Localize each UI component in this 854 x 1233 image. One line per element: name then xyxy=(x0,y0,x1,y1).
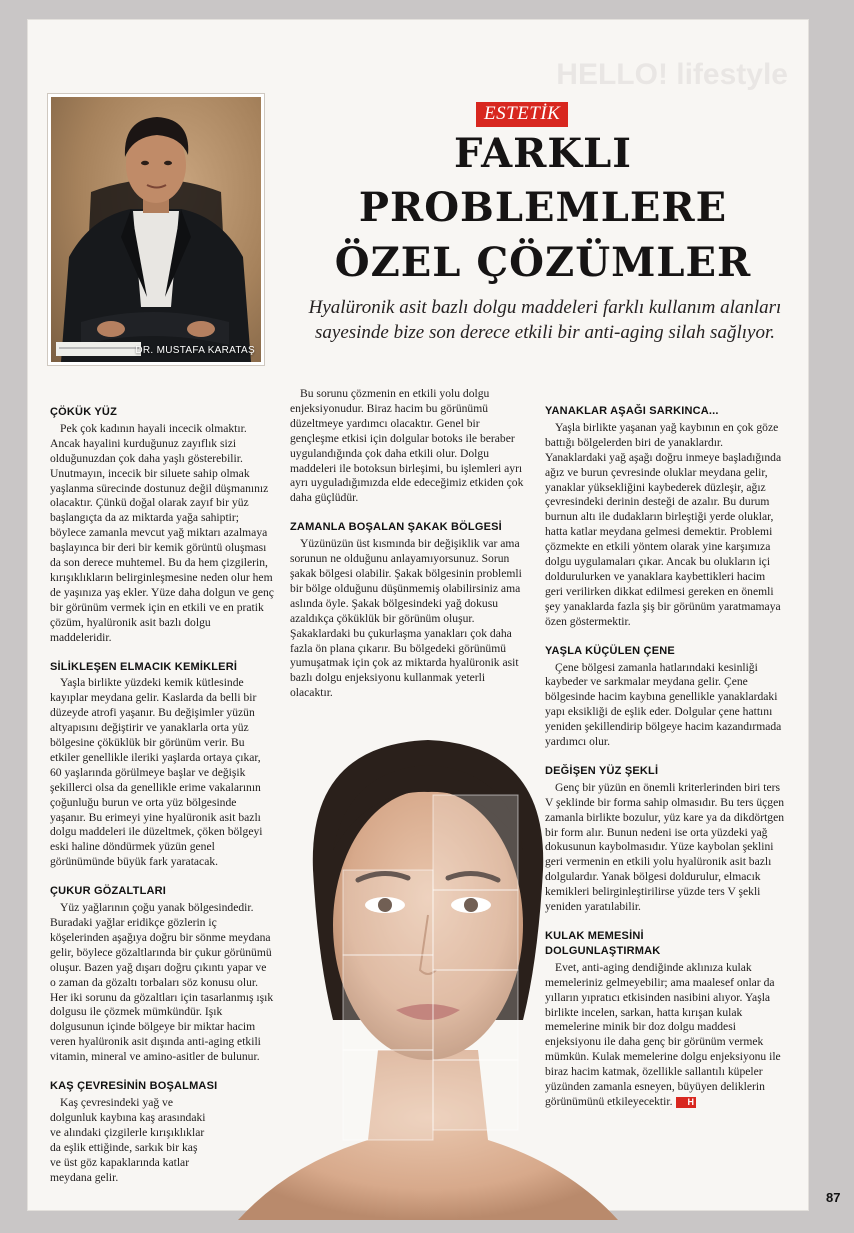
section-heading-yuz-sekli: DEĞİŞEN YÜZ ŞEKLİ xyxy=(545,764,659,777)
section-heading-cokuk-yuz: ÇÖKÜK YÜZ xyxy=(50,406,117,418)
headline-line-3: ÖZEL ÇÖZÜMLER xyxy=(334,239,752,286)
section-heading-cukur-goz: ÇUKUR GÖZALTLARI xyxy=(50,885,167,898)
headline-line-2: PROBLEMLERE xyxy=(358,184,728,231)
section-text-cene: Çene bölgesi zamanla hatlarındaki kesinliği kaybeder ve sarkmalar meydana gelir. Çene bölgesinde hacim kaybına genellikle yanaklardaki yapı eksikliği de eşlik eder. Dolgular çene hattını yeniden şekillendirip bölgeye hacim kazandırmada yardımcı olur. xyxy=(545,660,782,749)
section-heading-kulak-1: KULAK MEMESİNİ xyxy=(545,930,644,942)
category-badge: ESTETİK xyxy=(476,102,568,127)
magazine-page xyxy=(28,20,841,1210)
section-text-sakak: Yüzünüzün üst kısmında bir değişiklik var ama sorunun ne olduğunu anlayamıyorsunuz. Sorun şakak bölgesi olabilir. Şakak bölgesinin problemli bir bölge olduğunu düşünmemiş olabilirsiniz ama aslında öyle. Şakak bölgesindeki yağ dokusu azaldıkça çöküklük bir görünüm oluşur. Şakaklardaki bu çukurlaşma yanakları çok daha fazla ön plana çıkarır. Bu bölgedeki görünümü yumuşatmak için çok az miktarda hyalüronik asit bazlı dolgu enjeksiyonu kullanmak yeterli olacaktır. xyxy=(290,537,522,700)
section-text-kas: Kaş çevresindeki yağ ve dolgunluk kaybına kaş arasındaki ve alındaki çizgilerle kırışıklıklar da eşlik ettiğinde, sarkık bir kaş ve üst göz kapaklarında katlar meydana gelir. xyxy=(50,1095,206,1184)
section-text-cukur-goz: Yüz yağlarının çoğu yanak bölgesindedir. Buradaki yağlar eridikçe gözlerin iç köşelerinden aşağıya doğru bir sönme meydana gelir, böylece gözaltlarında bir çukur görünümü oluşur. Bazen yağ dışarı doğru çıkıntı yapar ve o zaman da gözaltı torbaları söz konusu olur. Her iki sorunu da gözaltları için tasarlanmış ışık dolgusu ile çözmek mümkündür. Işık dolgusunun içinde bölgeye bir miktar hacim veren hyalüronik asit dışında anti-aging etkili vitamin, mineral ve amino-asitler de bulunur. xyxy=(50,901,274,1064)
face-illustration xyxy=(238,720,618,1220)
headline-line-1: FARKLI xyxy=(454,130,632,177)
doctor-portrait-illustration xyxy=(51,97,261,362)
end-mark-icon: H xyxy=(676,1097,697,1108)
subheadline: Hyalüronik asit bazlı dolgu maddeleri farklı kullanım alanları sayesinde bize son derece etkili bir anti-aging silah sağlıyor. xyxy=(308,297,782,343)
section-heading-yanaklar: YANAKLAR AŞAĞI SARKINCA... xyxy=(545,405,719,417)
portrait-caption: DR. MUSTAFA KARATAŞ xyxy=(135,345,255,356)
face-illustration-svg xyxy=(238,720,618,1220)
doctor-portrait xyxy=(48,94,264,365)
ghost-brand-bleedthrough: HELLO! lifestyle xyxy=(556,58,788,91)
section-text-col2-intro: Bu sorunu çözmenin en etkili yolu dolgu enjeksiyonudur. Biraz hacim bu görünümü düzeltmeye yardımcı olacaktır. Genel bir gençleşme etkisi için dolgular botoks ile beraber uygulandığında çok daha etkili olur. Dolgu maddeleri ile botoksun birleşimi, bu işlemleri ayrı ayrı uyguladığımızda elde edeceğimiz etkiden çok daha güçlüdür. xyxy=(290,387,524,505)
section-heading-kulak-2: DOLGUNLAŞTIRMAK xyxy=(545,944,661,957)
article-column-2 xyxy=(290,387,525,715)
section-heading-cene: YAŞLA KÜÇÜLEN ÇENE xyxy=(545,644,675,657)
section-heading-elmacik: SİLİKLEŞEN ELMACIK KEMİKLERİ xyxy=(50,660,238,673)
section-text-elmacik: Yaşla birlikte yüzdeki kemik kütlesinde kayıplar meydana gelir. Kaslarda da belli bir düzeyde atrofi yaşanır. Bu değişimler yüzün altyapısını değiştirir ve yanaklarla orta yüz bölgesine çöküklük bir görünüm verir. Bu etkiler genellikle ileriki yaşlarda ortaya çıkar, 60 yaşlarında görülmeye başlar ve değişik şekillerci olsa da genellikle erime vakalarının çoğunluğu burun ve orta yüz bölgesinde yaşanır. Bu erimeyi yine hyalüronik asit bazlı dolgu maddeleri ile düzeltmek, çöken bölgeyi eski haline döndürmek yüzün genel görünümünde büyük fark yaratacak. xyxy=(50,676,263,869)
section-text-kulak-body: Evet, anti-aging dendiğinde aklınıza kulak memeleriniz gelmeyebilir; ama maalesef onlar da yılların yıpratıcı etkisinden nasibini alıyor. Yaşla birlikte incelen, sarkan, hatta kırışan kulak memelerine minik bir doz dolgu maddesi enjeksiyonu ile daha genç bir görünüm vermek mümkün. Kulak memelerine dolgu enjeksiyonu ile biraz hacim katmak, özellikle sallantılı küpeler yüzünden zamanla esneyen, büyüyen deliklerin görünümünü etkileyecektir. xyxy=(545,960,781,1108)
section-heading-sakak: ZAMANLA BOŞALAN ŞAKAK BÖLGESİ xyxy=(290,521,502,534)
page-number: 87 xyxy=(826,1190,841,1205)
section-text-yuz-sekli: Genç bir yüzün en önemli kriterlerinden biri ters V şeklinde bir forma sahip olmasıdır. Bu ters üçgen zamanla birlikte bozulur, yüz kare ya da dikdörtgen bir form alır. Bunun nedeni ise orta yüzdeki yağ dokusunun kaybolmasıdır. Yüze kaybolan şeklini geri vermenin en etkili yolu hyalüronik asit bazlı dolgulardır. Yanak bölgesi doldurulur, elmacık kemikleri belirginleştirilirse yüzde ters V şekli yeniden yaratılabilir. xyxy=(545,780,785,914)
section-text-yanaklar: Yaşla birlikte yaşanan yağ kaybının en çok göze battığı bölgelerden biri de yanaklardır. Yanaklardaki yağ aşağı doğru inmeye başladığında ağız ve burun çevresinde oluklar meydana gelir, yanaklar yüksekliğini kaybederek düzleşir, ağız çevresindeki derinin desteği de azalır. Bu durum burnun altı ile dudakların birleştiği yerde oluklar, hatta katlar meydana gelmesi demektir. Problemi çözmekte en etkili yöntem olarak yine karşımıza dolgu uygulamaları çıkar. Ancak bu olukların içi doldurulurken ve yanaklara kaybettikleri hacim geri verilirken dikkat edilmesi gereken en önemli şey yanaklarda fazla şiş bir görünüm yaratmamaya özen göstermektir. xyxy=(545,420,782,628)
section-text-cokuk-yuz: Pek çok kadının hayali incecik olmaktır. Ancak hayalini kurduğunuz zayıflık sizi olduğunuzdan çok daha yaşlı gösterebilir. Unutmayın, incecik bir siluete sahip olmak yaşlanma sürecinde dostunuz değil düşmanınız olacaktır. Çünkü doğal olarak zayıf bir yüz başlangıçta da az miktarda yağa sahiptir; böylece zamanla mevcut yağ miktarı azalmaya başlayınca bir deri bir kemik görüntü oluşması da son derece muhtemel. Bu da hem çizgilerin, kırışıklıkların belirginleşmesine neden olur hem de yaşınıza yaş ekler. Yüze daha dolgun ve genç bir görünüm vermek için en etkili ve en pratik çözüm, hyalüronik asit bazlı dolgu maddeleridir. xyxy=(50,421,274,644)
section-heading-kas: KAŞ ÇEVRESİNİN BOŞALMASI xyxy=(50,1080,218,1093)
